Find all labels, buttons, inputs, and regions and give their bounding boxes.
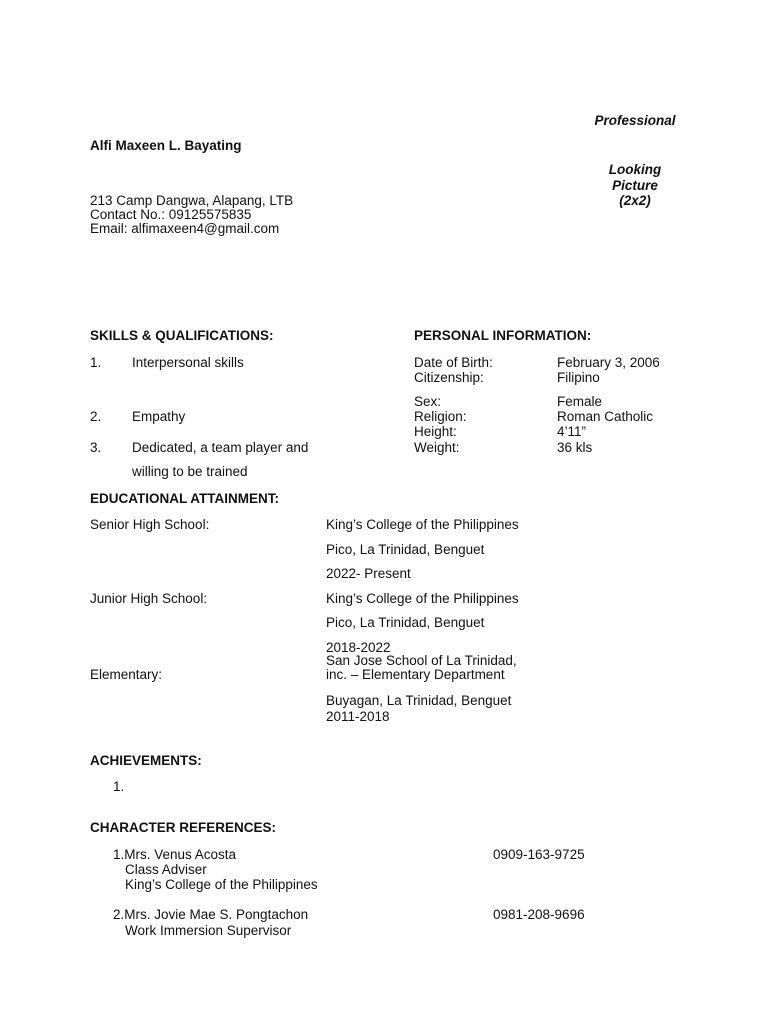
references-heading: CHARACTER REFERENCES: <box>90 820 277 835</box>
education-heading: EDUCATIONAL ATTAINMENT: <box>90 491 279 506</box>
personal-label: Weight: <box>414 440 460 455</box>
skill-text-continued: willing to be trained <box>132 464 248 479</box>
achievement-item: 1. <box>113 779 125 794</box>
photo-placeholder-line3: Picture <box>612 177 658 193</box>
personal-label: Height: <box>414 424 457 439</box>
skill-text: Empathy <box>132 409 186 424</box>
personal-label: Citizenship: <box>414 370 484 385</box>
address: 213 Camp Dangwa, Alapang, LTB <box>90 193 294 208</box>
contact-number: Contact No.: 09125575835 <box>90 207 252 222</box>
skill-number: 3. <box>90 440 102 455</box>
school-years: 2011-2018 <box>326 709 390 724</box>
reference-name: 2.Mrs. Jovie Mae S. Pongtachon <box>113 907 309 922</box>
personal-value: Filipino <box>557 370 600 385</box>
personal-label: Sex: <box>414 394 442 409</box>
skill-text: Interpersonal skills <box>132 355 244 370</box>
photo-placeholder-line4: (2x2) <box>619 193 651 208</box>
personal-value: Roman Catholic <box>557 409 654 424</box>
personal-info-heading: PERSONAL INFORMATION: <box>414 328 592 343</box>
skill-number: 2. <box>90 409 102 424</box>
school-name: King’s College of the Philippines <box>326 591 519 606</box>
school-location: Pico, La Trinidad, Benguet <box>326 542 485 557</box>
reference-phone: 0909-163-9725 <box>493 847 585 862</box>
achievements-heading: ACHIEVEMENTS: <box>90 753 202 768</box>
skills-heading: SKILLS & QUALIFICATIONS: <box>90 328 274 343</box>
reference-phone: 0981-208-9696 <box>493 907 585 922</box>
school-years: 2022- Present <box>326 566 411 581</box>
personal-label: Religion: <box>414 409 467 424</box>
email: Email: alfimaxeen4@gmail.com <box>90 221 280 236</box>
personal-value: Female <box>557 394 603 409</box>
school-location: Buyagan, La Trinidad, Benguet <box>326 693 512 708</box>
school-name-continued: inc. – Elementary Department <box>326 667 505 682</box>
reference-role: Work Immersion Supervisor <box>125 923 292 938</box>
education-level-label: Junior High School: <box>90 591 208 606</box>
education-level-label: Elementary: <box>90 667 163 682</box>
reference-organization: King’s College of the Philippines <box>125 877 318 892</box>
reference-name: 1.Mrs. Venus Acosta <box>113 847 237 862</box>
skill-number: 1. <box>90 355 102 370</box>
personal-value: 4’11” <box>557 424 587 439</box>
personal-label: Date of Birth: <box>414 355 493 370</box>
education-level-label: Senior High School: <box>90 517 210 532</box>
personal-value: 36 kls <box>557 440 593 455</box>
personal-value: February 3, 2006 <box>557 355 660 370</box>
photo-placeholder-caption <box>590 162 680 209</box>
photo-placeholder-line1: Professional <box>594 113 676 128</box>
photo-placeholder-line2: Looking <box>608 162 662 177</box>
applicant-name: Alfi Maxeen L. Bayating <box>90 138 242 153</box>
school-name: San Jose School of La Trinidad, <box>326 653 517 668</box>
school-location: Pico, La Trinidad, Benguet <box>326 615 485 630</box>
photo-placeholder <box>590 113 680 128</box>
reference-role: Class Adviser <box>125 862 207 877</box>
skill-text: Dedicated, a team player and <box>132 440 309 455</box>
school-name: King’s College of the Philippines <box>326 517 519 532</box>
school-years: 2018-2022 <box>326 640 391 655</box>
